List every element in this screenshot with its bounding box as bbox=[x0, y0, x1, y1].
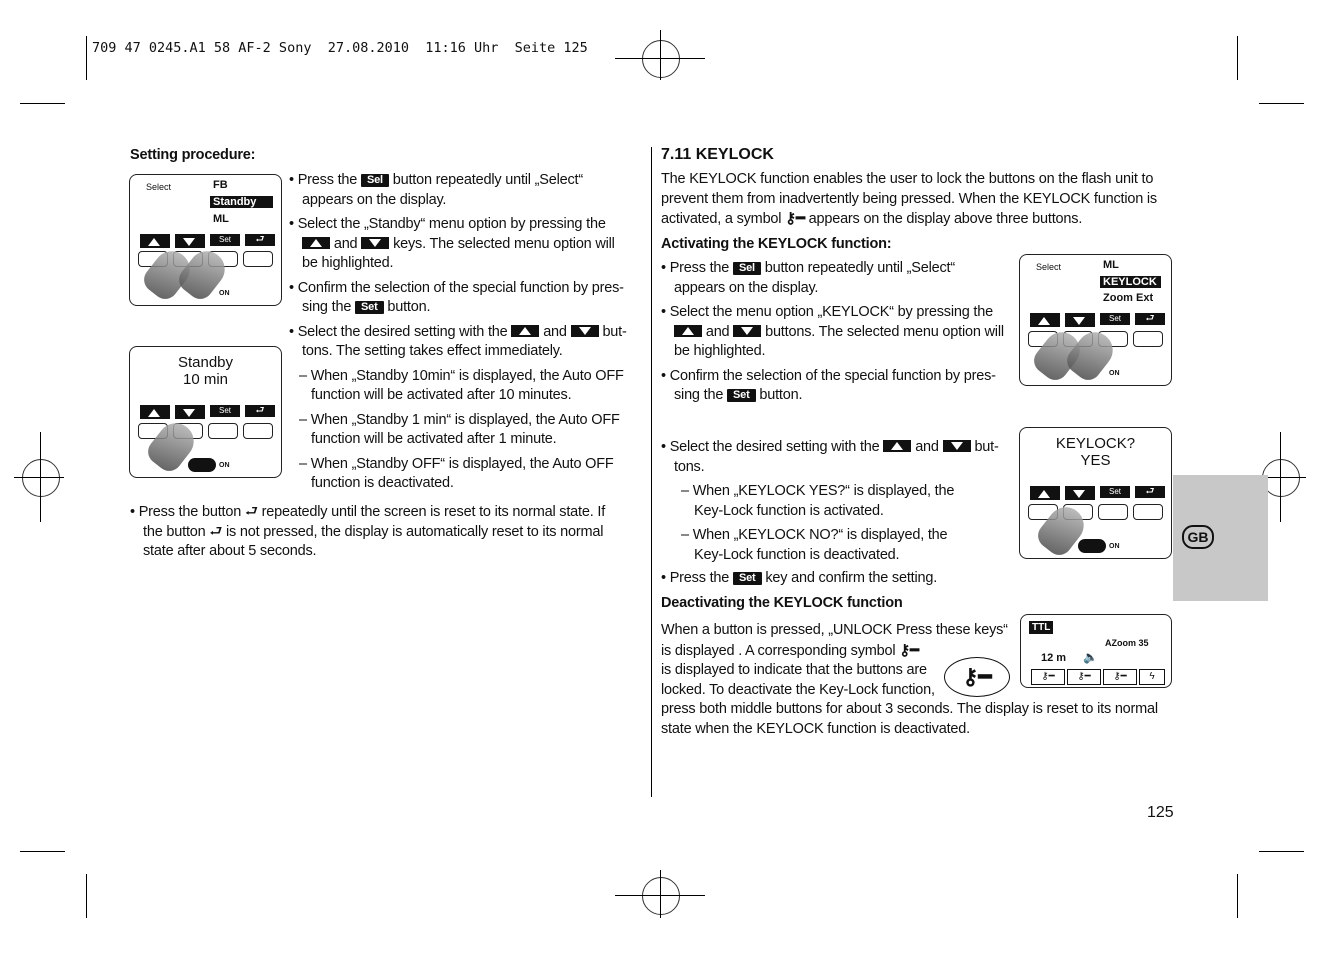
dash-item: – When „Standby OFF“ is displayed, the Auto OFF bbox=[299, 455, 614, 472]
lcd-down-key bbox=[175, 405, 205, 417]
key-icon: ⚷━ bbox=[785, 210, 805, 227]
crop-mark bbox=[20, 103, 65, 104]
key-callout-icon: ⚷━ bbox=[944, 657, 1010, 697]
lcd-up-key bbox=[1030, 313, 1060, 325]
lcd-down-key bbox=[1065, 313, 1095, 325]
instruction-line: tons. bbox=[674, 458, 705, 475]
down-arrow-icon bbox=[361, 237, 389, 249]
subheading: Activating the KEYLOCK function: bbox=[661, 235, 892, 252]
lcd-return-key: ⮐ bbox=[245, 405, 275, 417]
sel-key: Sel bbox=[361, 174, 389, 187]
instruction-bullet: • Press the button ⮐ repeatedly until the screen is reset to its normal state. If bbox=[130, 504, 606, 520]
dash-item: Key-Lock function is activated. bbox=[694, 502, 884, 519]
page-number: 125 bbox=[1147, 804, 1174, 821]
crop-mark bbox=[1259, 851, 1304, 852]
up-arrow-icon bbox=[511, 325, 539, 337]
lcd-set-key: Set bbox=[210, 234, 240, 246]
return-icon: ⮐ bbox=[244, 504, 258, 520]
down-arrow-icon bbox=[943, 440, 971, 452]
instruction-line: appears on the display. bbox=[674, 279, 819, 296]
power-switch bbox=[1078, 539, 1106, 553]
lcd-on-label: ON bbox=[1109, 370, 1120, 377]
paragraph-line: is displayed to indicate that the buttons are bbox=[661, 662, 927, 678]
lcd-down-key bbox=[1065, 486, 1095, 498]
power-switch bbox=[188, 458, 216, 472]
key-slot: ⚷━ bbox=[1067, 669, 1101, 685]
lcd-menu-item-highlighted: Standby bbox=[210, 196, 273, 208]
language-badge: GB bbox=[1182, 525, 1214, 549]
subheading: Deactivating the KEYLOCK function bbox=[661, 594, 903, 611]
key-slot: ⚷━ bbox=[1031, 669, 1065, 685]
lcd-menu-item: ML bbox=[213, 213, 229, 225]
paragraph-line: The KEYLOCK function enables the user to lock the buttons on the flash unit to bbox=[661, 171, 1154, 187]
lcd-on-label: ON bbox=[219, 462, 230, 469]
key-slot: ⚷━ bbox=[1103, 669, 1137, 685]
instruction-bullet: • Confirm the selection of the special function by pres- bbox=[289, 279, 624, 296]
lcd-mode-label: Select bbox=[1036, 262, 1062, 272]
registration-mark bbox=[660, 30, 661, 80]
lcd-menu-item: Zoom Ext bbox=[1103, 292, 1154, 304]
instruction-line: and buttons. The selected menu option will bbox=[661, 323, 1016, 343]
dash-item: – When „KEYLOCK NO?“ is displayed, the bbox=[681, 527, 948, 543]
lcd-set-key: Set bbox=[1100, 313, 1130, 325]
distance-readout: 12 m bbox=[1041, 652, 1067, 664]
section-title: 7.11 KEYLOCK bbox=[661, 146, 774, 163]
dash-item: – When „Standby 10min“ is displayed, the Auto OFF bbox=[299, 367, 624, 384]
crop-mark bbox=[86, 36, 87, 80]
up-arrow-icon bbox=[302, 237, 330, 249]
lcd-line: YES bbox=[1080, 452, 1111, 469]
instruction-line: the button ⮐ is not pressed, the display is automatically reset to its normal bbox=[143, 523, 604, 540]
instruction-line: state after about 5 seconds. bbox=[143, 543, 317, 559]
zoom-readout: AZoom 35 bbox=[1105, 638, 1149, 648]
registration-mark bbox=[660, 870, 661, 918]
instruction-line: sing the Set button. bbox=[302, 299, 431, 315]
instruction-line: and keys. The selected menu option will bbox=[289, 235, 644, 255]
lcd-illustration-keylock-yes bbox=[1019, 427, 1172, 559]
registration-mark bbox=[22, 459, 60, 497]
lcd-line: 10 min bbox=[182, 371, 229, 388]
lcd-button bbox=[243, 423, 273, 439]
speaker-icon: 🔈 bbox=[1083, 650, 1098, 664]
lcd-up-key bbox=[1030, 486, 1060, 498]
lcd-up-key bbox=[140, 405, 170, 417]
dash-item: function will be activated after 10 minutes. bbox=[311, 387, 572, 403]
instruction-bullet: • Confirm the selection of the special function by pres- bbox=[661, 367, 996, 384]
registration-mark bbox=[642, 877, 680, 915]
set-key: Set bbox=[727, 389, 756, 402]
lcd-on-label: ON bbox=[1109, 543, 1120, 550]
lcd-illustration-locked bbox=[1020, 614, 1172, 688]
lcd-down-key bbox=[175, 234, 205, 246]
lcd-return-key: ⮐ bbox=[245, 234, 275, 246]
lcd-set-key: Set bbox=[210, 405, 240, 417]
instruction-bullet: • Press the Sel button repeatedly until „Select“ bbox=[289, 172, 584, 188]
set-key: Set bbox=[355, 301, 384, 314]
lcd-button bbox=[243, 251, 273, 267]
key-icon: ⚷━ bbox=[899, 641, 919, 659]
instruction-bullet: • Press the Sel button repeatedly until „Select“ bbox=[661, 260, 956, 276]
paragraph-line: is displayed . A corresponding symbol ⚷━ bbox=[661, 641, 919, 659]
lcd-line: Standby bbox=[177, 354, 234, 371]
instruction-bullet: • Select the desired setting with the and but- bbox=[661, 439, 999, 455]
instruction-line: be highlighted. bbox=[302, 255, 394, 271]
crop-mark bbox=[1237, 874, 1238, 918]
paragraph-line: press both middle buttons for about 3 seconds. The display is reset to its normal bbox=[661, 701, 1158, 717]
down-arrow-icon bbox=[733, 325, 761, 337]
lcd-menu-item: FB bbox=[213, 179, 228, 191]
lcd-button bbox=[1098, 504, 1128, 520]
lcd-set-key: Set bbox=[1100, 486, 1130, 498]
dash-item: – When „KEYLOCK YES?“ is displayed, the bbox=[681, 483, 955, 499]
paragraph-line: prevent them from inadvertently being pressed. When the KEYLOCK function is bbox=[661, 190, 1157, 207]
crop-mark bbox=[1237, 36, 1238, 80]
crop-mark bbox=[86, 874, 87, 918]
flash-icon: ϟ bbox=[1139, 669, 1165, 685]
lcd-menu-item-highlighted: KEYLOCK bbox=[1100, 276, 1161, 288]
lcd-button bbox=[208, 423, 238, 439]
ttl-badge: TTL bbox=[1029, 621, 1053, 634]
sel-key: Sel bbox=[733, 262, 761, 275]
lcd-mode-label: Select bbox=[146, 182, 172, 192]
instruction-line: sing the Set button. bbox=[674, 387, 803, 403]
lcd-line: KEYLOCK? bbox=[1055, 435, 1136, 452]
instruction-bullet: • Press the Set key and confirm the setting. bbox=[661, 570, 938, 586]
down-arrow-icon bbox=[571, 325, 599, 337]
instruction-bullet: • Select the desired setting with the and but- bbox=[289, 323, 627, 340]
registration-mark bbox=[14, 477, 64, 478]
set-key: Set bbox=[733, 572, 762, 585]
lcd-button bbox=[1133, 504, 1163, 520]
dash-item: function is deactivated. bbox=[311, 475, 454, 491]
print-slug: 709 47 0245.A1 58 AF-2 Sony 27.08.2010 11:16 Uhr Seite 125 bbox=[92, 40, 588, 56]
lcd-menu-item: ML bbox=[1103, 259, 1119, 271]
up-arrow-icon bbox=[674, 325, 702, 337]
paragraph-line: activated, a symbol ⚷━ appears on the display above three buttons. bbox=[661, 210, 1083, 227]
crop-mark bbox=[20, 851, 65, 852]
crop-mark bbox=[1259, 103, 1304, 104]
instruction-line: tons. The setting takes effect immediately. bbox=[302, 343, 563, 359]
lcd-return-key: ⮐ bbox=[1135, 486, 1165, 498]
lcd-illustration-standby bbox=[129, 346, 282, 478]
lcd-return-key: ⮐ bbox=[1135, 313, 1165, 325]
instruction-bullet: • Select the „Standby“ menu option by pressing the bbox=[289, 216, 606, 232]
paragraph-line: state when the KEYLOCK function is deactivated. bbox=[661, 720, 970, 737]
lcd-illustration-keylock-select bbox=[1019, 254, 1172, 386]
paragraph-line: When a button is pressed, „UNLOCK Press these keys“ bbox=[661, 622, 1008, 638]
paragraph-line: locked. To deactivate the Key-Lock function, bbox=[661, 681, 935, 698]
up-arrow-icon bbox=[883, 440, 911, 452]
instruction-line: be highlighted. bbox=[674, 343, 766, 359]
dash-item: Key-Lock function is deactivated. bbox=[694, 546, 900, 563]
lcd-up-key bbox=[140, 234, 170, 246]
lcd-button bbox=[1133, 331, 1163, 347]
lcd-illustration-select bbox=[129, 174, 282, 306]
section-heading: Setting procedure: bbox=[130, 147, 256, 163]
column-divider bbox=[651, 147, 652, 797]
registration-mark bbox=[642, 40, 680, 78]
dash-item: function will be activated after 1 minute. bbox=[311, 431, 557, 447]
return-icon: ⮐ bbox=[209, 523, 223, 540]
dash-item: – When „Standby 1 min“ is displayed, the Auto OFF bbox=[299, 411, 620, 428]
instruction-bullet: • Select the menu option „KEYLOCK“ by pressing the bbox=[661, 304, 993, 320]
lcd-on-label: ON bbox=[219, 290, 230, 297]
instruction-line: appears on the display. bbox=[302, 191, 447, 208]
